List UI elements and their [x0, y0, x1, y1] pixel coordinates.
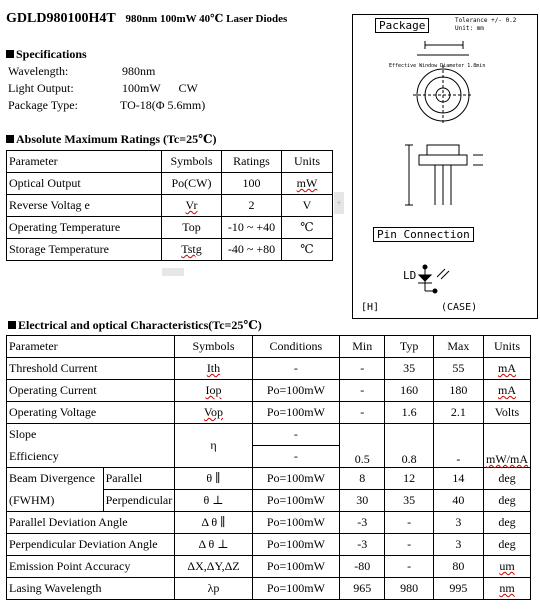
cell: ΔX,ΔY,ΔZ	[175, 556, 253, 578]
cell: 3	[433, 534, 483, 556]
cell: Lasing Wavelength	[7, 578, 175, 600]
cell: Reverse Voltag e	[7, 195, 162, 217]
cell: ℃	[282, 239, 333, 261]
cell: -	[385, 512, 433, 534]
cell: Perpendicular Deviation Angle	[7, 534, 175, 556]
header-cell: Parameter	[7, 336, 175, 358]
table-row	[7, 424, 531, 446]
cell: 160	[385, 380, 433, 402]
header-cell: Units	[282, 151, 333, 173]
cell: Po=100mW	[252, 556, 339, 578]
cell: Δ θ ∥	[175, 512, 253, 534]
cell: Iop	[205, 383, 222, 397]
table-row	[7, 468, 531, 490]
table-row	[7, 380, 531, 402]
spec-wavelength-value: 980nm	[122, 64, 156, 78]
cell: deg	[484, 490, 531, 512]
part-number: GDLD980100H4T	[6, 11, 116, 26]
abs-max-heading: Absolute Maximum Ratings (Tc=25℃)	[6, 132, 216, 147]
table-row	[7, 358, 531, 380]
cell: 0.8	[385, 424, 433, 468]
table-row	[7, 173, 333, 195]
cell: mA	[498, 383, 516, 397]
ld-label: LD	[403, 269, 417, 282]
cell: η	[175, 424, 253, 468]
table-row	[7, 556, 531, 578]
square-bullet-icon	[6, 50, 14, 58]
drawing-h-label: [H]	[361, 302, 380, 313]
cell: Operating Temperature	[7, 217, 162, 239]
cell: Po=100mW	[252, 512, 339, 534]
cell: θ ∥	[175, 468, 253, 490]
table-row	[7, 534, 531, 556]
table-header-row	[7, 336, 531, 358]
cell: Efficiency	[7, 446, 175, 468]
cell: deg	[484, 468, 531, 490]
header-cell: Min	[339, 336, 385, 358]
cell: (FWHM)	[7, 490, 104, 512]
cell: Volts	[484, 402, 531, 424]
cell: Vop	[203, 405, 224, 419]
cell: 12	[385, 468, 433, 490]
cell: -10 ~ +40	[222, 217, 282, 239]
spec-package-label: Package Type:	[8, 98, 78, 112]
cell: Operating Voltage	[7, 402, 175, 424]
cell: Po=100mW	[252, 490, 339, 512]
cell: Parallel Deviation Angle	[7, 512, 175, 534]
cell: Δ θ ⊥	[175, 534, 253, 556]
header-cell: Units	[484, 336, 531, 358]
pin-connection-label: Pin Connection	[373, 227, 474, 242]
cell: -	[252, 358, 339, 380]
cell: 3	[433, 512, 483, 534]
cell: -80	[339, 556, 385, 578]
cell: Top	[162, 217, 222, 239]
cell: um	[499, 559, 515, 573]
cell: θ ⊥	[175, 490, 253, 512]
case-label: (CASE)	[441, 302, 478, 313]
cell: 1.6	[385, 402, 433, 424]
cell: -40 ~ +80	[222, 239, 282, 261]
tolerance-note: Tolerance +/- 0.2	[455, 17, 517, 24]
table-row	[7, 402, 531, 424]
cell: -	[433, 424, 483, 468]
cell: 980	[385, 578, 433, 600]
cell: 8	[339, 468, 385, 490]
header-cell: Parameter	[7, 151, 162, 173]
cell: -3	[339, 512, 385, 534]
cell: 80	[433, 556, 483, 578]
cell: 35	[385, 490, 433, 512]
table-row	[7, 490, 531, 512]
spec-light-output-value: 100mW CW	[122, 81, 198, 95]
cell: -	[339, 358, 385, 380]
cell: 14	[433, 468, 483, 490]
spec-wavelength-label: Wavelength:	[8, 64, 69, 78]
table-row	[7, 578, 531, 600]
unit-note: Unit: mm	[455, 25, 484, 32]
header-cell: Conditions	[252, 336, 339, 358]
cell: 35	[385, 358, 433, 380]
part-description: 980nm 100mW 40℃ Laser Diodes	[125, 13, 288, 25]
square-bullet-icon	[8, 321, 16, 329]
cell: Slope	[7, 424, 175, 446]
cell: Parallel	[103, 468, 175, 490]
header-cell: Ratings	[222, 151, 282, 173]
cell: 180	[433, 380, 483, 402]
package-label: Package	[375, 18, 429, 33]
cell: Po=100mW	[252, 578, 339, 600]
cell: Po=100mW	[252, 380, 339, 402]
electrical-table	[6, 335, 531, 600]
abs-max-table	[6, 150, 333, 261]
cell: Vr	[185, 198, 198, 212]
cell: 100	[222, 173, 282, 195]
header-cell: Symbols	[162, 151, 222, 173]
cell: 30	[339, 490, 385, 512]
spec-light-output-label: Light Output:	[8, 81, 74, 95]
table-row	[7, 239, 333, 261]
cell: mA	[498, 361, 516, 375]
cell: Tstg	[181, 242, 202, 256]
cell: Po=100mW	[252, 468, 339, 490]
specifications-heading: Specifications	[6, 47, 87, 62]
package-outline-svg	[353, 15, 537, 318]
header-cell: Typ	[385, 336, 433, 358]
cell: Perpendicular	[103, 490, 175, 512]
cell: 995	[433, 578, 483, 600]
table-resize-handle[interactable]	[162, 268, 184, 276]
cell: 2.1	[433, 402, 483, 424]
cell: -	[252, 424, 339, 446]
cell: nm	[499, 581, 515, 595]
cell: Optical Output	[7, 173, 162, 195]
cell: 40	[433, 490, 483, 512]
cell: 55	[433, 358, 483, 380]
cell: λp	[175, 578, 253, 600]
cell: V	[282, 195, 333, 217]
cell: 2	[222, 195, 282, 217]
cell: Emission Point Accuracy	[7, 556, 175, 578]
cell: Operating Current	[7, 380, 175, 402]
cell: -	[339, 402, 385, 424]
cell: Beam Divergence	[7, 468, 104, 490]
square-bullet-icon	[6, 135, 14, 143]
cell: Storage Temperature	[7, 239, 162, 261]
cell: deg	[484, 534, 531, 556]
cell: -	[385, 556, 433, 578]
cell: mW	[296, 176, 318, 190]
cell: Po=100mW	[252, 534, 339, 556]
window-note: Effective Window Diameter 1.8min	[389, 63, 486, 69]
package-drawing	[352, 14, 538, 319]
table-row	[7, 217, 333, 239]
cell: mW/mA	[486, 452, 528, 466]
header-cell: Symbols	[175, 336, 253, 358]
cell: Po=100mW	[252, 402, 339, 424]
table-header-row	[7, 151, 333, 173]
table-row	[7, 512, 531, 534]
cell: ℃	[282, 217, 333, 239]
table-resize-handle[interactable]: +	[334, 192, 344, 214]
cell: -	[252, 446, 339, 468]
page-title	[6, 10, 287, 27]
spec-package-value: TO-18(Φ 5.6mm)	[120, 98, 206, 112]
header-cell: Max	[433, 336, 483, 358]
cell: -3	[339, 534, 385, 556]
cell: Ith	[206, 361, 221, 375]
cell: deg	[484, 512, 531, 534]
cell: 965	[339, 578, 385, 600]
cell: Po(CW)	[162, 173, 222, 195]
table-row	[7, 195, 333, 217]
cell: 0.5	[339, 424, 385, 468]
cell: -	[385, 534, 433, 556]
electrical-heading: Electrical and optical Characteristics(Tc=25℃)	[8, 318, 262, 333]
cell: Threshold Current	[7, 358, 175, 380]
cell: -	[339, 380, 385, 402]
